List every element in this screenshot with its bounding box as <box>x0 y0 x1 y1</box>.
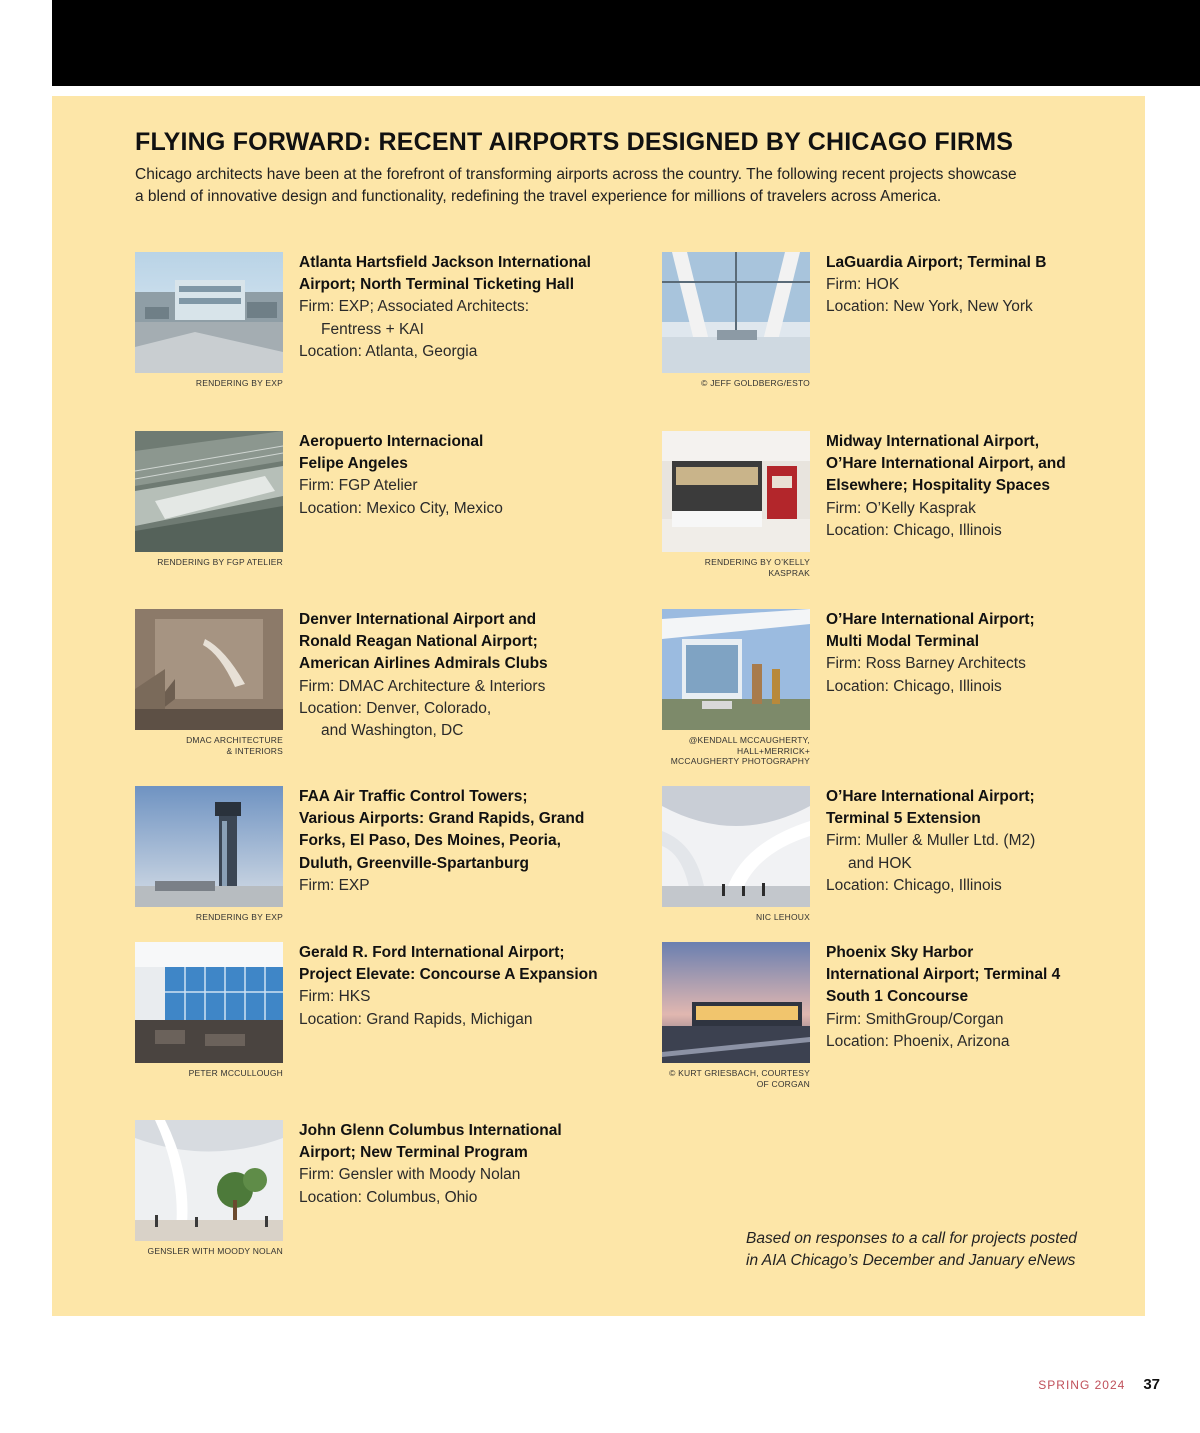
photo-credit-line: RENDERING BY O’KELLY KASPRAK <box>704 557 810 578</box>
photo-credit <box>135 378 283 389</box>
project-photo <box>135 786 283 907</box>
project-description <box>299 609 629 742</box>
project-title-line: Airport; New Terminal Program <box>299 1144 528 1162</box>
project-detail-continuation: and Washington, DC <box>321 722 464 740</box>
project-description <box>826 252 1156 319</box>
project-detail-line: Firm: O’Kelly Kasprak <box>826 499 976 517</box>
project-title-line: South 1 Concourse <box>826 988 969 1006</box>
page-folio <box>1038 1376 1160 1393</box>
project-photo <box>135 1120 283 1241</box>
project-title-line: Midway International Airport, <box>826 433 1039 450</box>
project-title-line: Forks, El Paso, Des Moines, Peoria, <box>299 832 561 850</box>
project-title-line: Felipe Angeles <box>299 455 408 473</box>
project-photo <box>135 431 283 552</box>
photo-credit <box>135 557 283 568</box>
page-number: 37 <box>1143 1376 1160 1393</box>
panel-heading: FLYING FORWARD: RECENT AIRPORTS DESIGNED BY CHICAGO FIRMS <box>135 128 1014 156</box>
photo-credit <box>662 378 810 389</box>
footnote <box>746 1228 1106 1272</box>
photo-credit-line: RENDERING BY EXP <box>195 912 283 922</box>
project-title-line: Multi Modal Terminal <box>826 633 979 651</box>
photo-credit-line: RENDERING BY EXP <box>195 378 283 388</box>
project-title-line: American Airlines Admirals Clubs <box>299 655 548 673</box>
project-description <box>299 252 629 363</box>
project-description <box>826 786 1156 897</box>
project-title-line: Ronald Reagan National Airport; <box>299 633 538 651</box>
project-detail-line: Firm: DMAC Architecture & Interiors <box>299 677 546 695</box>
project-title-line: Terminal 5 Extension <box>826 810 981 828</box>
photo-credit-line: RENDERING BY FGP ATELIER <box>157 557 283 567</box>
photo-credit <box>662 735 810 767</box>
project-detail-line: Location: Chicago, Illinois <box>826 677 1002 695</box>
project-detail-line: Location: Columbus, Ohio <box>299 1188 478 1206</box>
top-black-bar <box>52 0 1200 86</box>
project-title-line: Atlanta Hartsfield Jackson International <box>299 254 591 271</box>
project-title-line: Elsewhere; Hospitality Spaces <box>826 477 1050 495</box>
project-detail-line: Firm: Gensler with Moody Nolan <box>299 1166 521 1184</box>
project-title-line: Denver International Airport and <box>299 611 537 628</box>
project-detail-continuation: Fentress + KAI <box>321 320 424 338</box>
project-detail-line: Location: Mexico City, Mexico <box>299 499 503 517</box>
project-detail-line: Firm: Ross Barney Architects <box>826 655 1026 673</box>
project-detail-line: Location: Denver, Colorado, <box>299 699 492 717</box>
project-title-line: Aeropuerto Internacional <box>299 433 484 450</box>
project-title-line: O’Hare International Airport, and <box>826 455 1066 473</box>
photo-credit-line: & INTERIORS <box>226 745 283 756</box>
photo-credit-line: GENSLER WITH MOODY NOLAN <box>147 1246 283 1256</box>
project-photo <box>662 431 810 552</box>
intro-line: Chicago architects have been at the forefront of transforming airports across the country. The following recent projects showcase <box>135 166 1017 183</box>
project-title-line: O’Hare International Airport; <box>826 611 1035 628</box>
project-photo <box>662 786 810 907</box>
project-title-line: Airport; North Terminal Ticketing Hall <box>299 276 575 294</box>
photo-credit <box>662 557 810 578</box>
project-detail-line: Firm: EXP; Associated Architects: <box>299 298 529 316</box>
project-title-line: FAA Air Traffic Control Towers; <box>299 788 528 805</box>
project-description <box>826 942 1156 1053</box>
photo-credit <box>135 735 283 756</box>
project-title-line: O’Hare International Airport; <box>826 788 1035 805</box>
panel-intro <box>135 164 1095 208</box>
project-detail-line: Location: Chicago, Illinois <box>826 876 1002 894</box>
photo-credit-line: NIC LEHOUX <box>756 912 810 922</box>
photo-credit-line: DMAC ARCHITECTURE <box>186 735 283 745</box>
photo-credit <box>662 1068 810 1089</box>
project-title-line: Project Elevate: Concourse A Expansion <box>299 966 598 984</box>
project-title-line: Various Airports: Grand Rapids, Grand <box>299 810 585 828</box>
photo-credit-line: PETER MCCULLOUGH <box>188 1068 283 1078</box>
photo-credit-line: OF CORGAN <box>756 1078 810 1089</box>
project-title-line: John Glenn Columbus International <box>299 1122 562 1139</box>
photo-credit <box>135 1068 283 1079</box>
project-detail-line: Location: New York, New York <box>826 298 1033 316</box>
photo-credit-line: @KENDALL MCCAUGHERTY, <box>688 735 810 745</box>
photo-credit-line: MCCAUGHERTY PHOTOGRAPHY <box>670 756 810 766</box>
intro-line: a blend of innovative design and functionality, redefining the travel experience for millions of travelers across America. <box>135 188 942 205</box>
project-title-line: Gerald R. Ford International Airport; <box>299 944 565 961</box>
photo-credit <box>135 1246 283 1257</box>
project-title-line: Duluth, Greenville-Spartanburg <box>299 854 529 872</box>
photo-credit-line: © KURT GRIESBACH, COURTESY <box>669 1068 810 1078</box>
photo-credit-line: © JEFF GOLDBERG/ESTO <box>701 378 810 388</box>
project-description <box>299 1120 629 1209</box>
project-photo <box>662 942 810 1063</box>
project-detail-line: Firm: HKS <box>299 988 371 1006</box>
project-description <box>826 609 1156 698</box>
project-description <box>299 431 629 520</box>
project-detail-line: Firm: EXP <box>299 876 370 894</box>
project-detail-line: Firm: HOK <box>826 276 900 294</box>
project-photo <box>662 609 810 730</box>
project-detail-line: Location: Atlanta, Georgia <box>299 342 478 360</box>
project-photo <box>135 252 283 373</box>
project-description <box>826 431 1156 542</box>
project-detail-line: Firm: FGP Atelier <box>299 477 418 495</box>
project-detail-line: Location: Chicago, Illinois <box>826 521 1002 539</box>
photo-credit <box>662 912 810 923</box>
project-photo <box>662 252 810 373</box>
photo-credit <box>135 912 283 923</box>
project-title-line: LaGuardia Airport; Terminal B <box>826 254 1047 271</box>
project-detail-line: Location: Phoenix, Arizona <box>826 1032 1010 1050</box>
project-description <box>299 942 629 1031</box>
project-detail-line: Firm: Muller & Muller Ltd. (M2) <box>826 832 1036 850</box>
project-detail-line: Firm: SmithGroup/Corgan <box>826 1010 1004 1028</box>
footnote-line: Based on responses to a call for projects posted <box>746 1230 1077 1247</box>
project-title-line: International Airport; Terminal 4 <box>826 966 1061 984</box>
issue-season: SPRING 2024 <box>1038 1378 1126 1392</box>
project-detail-line: Location: Grand Rapids, Michigan <box>299 1010 533 1028</box>
footnote-line: in AIA Chicago’s December and January eNews <box>746 1252 1076 1269</box>
project-photo <box>135 942 283 1063</box>
project-detail-continuation: and HOK <box>848 854 912 872</box>
project-photo <box>135 609 283 730</box>
project-title-line: Phoenix Sky Harbor <box>826 944 974 961</box>
project-description <box>299 786 629 897</box>
photo-credit-line: HALL+MERRICK+ <box>737 745 810 756</box>
